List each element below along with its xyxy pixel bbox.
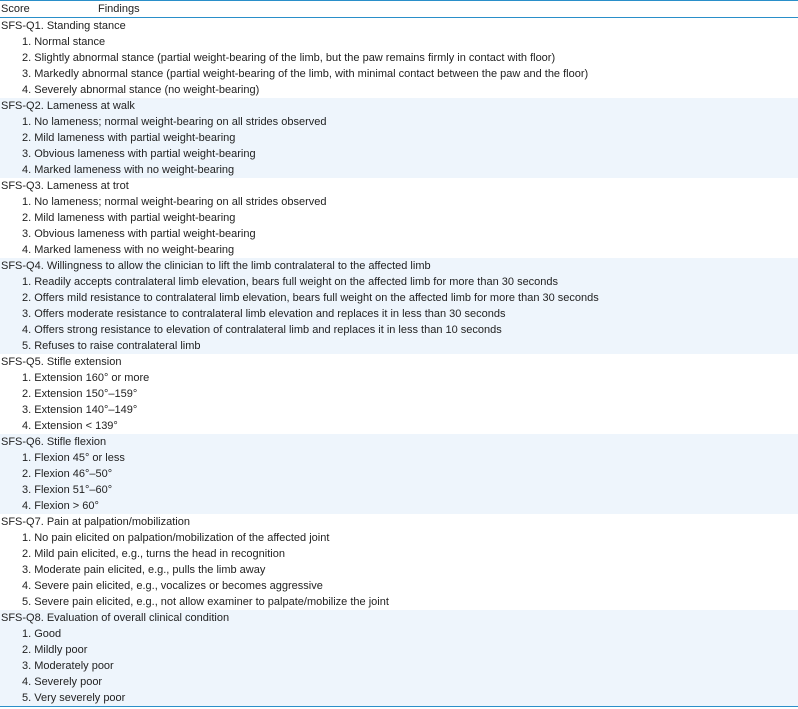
score-option: 4. Severely abnormal stance (no weight-bearing) — [22, 84, 260, 96]
score-option: 1. No lameness; normal weight-bearing on all strides observed — [22, 196, 327, 208]
score-option: 5. Severe pain elicited, e.g., not allow examiner to palpate/mobilize the joint — [22, 596, 389, 608]
question-group — [0, 18, 798, 98]
score-option: 3. Obvious lameness with partial weight-bearing — [22, 148, 256, 160]
question-group — [0, 610, 798, 706]
score-option: 4. Marked lameness with no weight-bearing — [22, 244, 235, 256]
question-title: SFS-Q2. Lameness at walk — [1, 100, 135, 112]
score-option: 2. Mild pain elicited, e.g., turns the head in recognition — [22, 548, 285, 560]
score-option: 1. Flexion 45° or less — [22, 452, 125, 464]
question-group — [0, 98, 798, 178]
question-title: SFS-Q7. Pain at palpation/mobilization — [1, 516, 190, 528]
question-group — [0, 514, 798, 610]
score-option: 2. Flexion 46°–50° — [22, 468, 113, 480]
score-option: 3. Extension 140°–149° — [22, 404, 138, 416]
score-option: 4. Severely poor — [22, 676, 103, 688]
score-option: 4. Flexion > 60° — [22, 500, 99, 512]
question-title: SFS-Q4. Willingness to allow the clinician to lift the limb contralateral to the affected limb — [1, 260, 431, 272]
score-option: 1. No lameness; normal weight-bearing on all strides observed — [22, 116, 327, 128]
score-option: 5. Refuses to raise contralateral limb — [22, 340, 201, 352]
question-group — [0, 178, 798, 258]
question-title: SFS-Q8. Evaluation of overall clinical condition — [1, 612, 230, 624]
score-option: 1. No pain elicited on palpation/mobilization of the affected joint — [22, 532, 330, 544]
score-option: 2. Mildly poor — [22, 644, 88, 656]
score-option: 1. Extension 160° or more — [22, 372, 150, 384]
score-option: 1. Good — [22, 628, 62, 640]
score-option: 3. Obvious lameness with partial weight-bearing — [22, 228, 256, 240]
score-option: 3. Offers moderate resistance to contralateral limb elevation and replaces it in less than 30 seconds — [22, 308, 506, 320]
score-option: 1. Readily accepts contralateral limb elevation, bears full weight on the affected limb for more than 30 seconds — [22, 276, 559, 288]
score-option: 1. Normal stance — [22, 36, 106, 48]
score-option: 2. Mild lameness with partial weight-bearing — [22, 212, 236, 224]
header-score: Score — [1, 3, 30, 15]
score-option: 2. Mild lameness with partial weight-bearing — [22, 132, 236, 144]
score-option: 5. Very severely poor — [22, 692, 126, 704]
question-title: SFS-Q1. Standing stance — [1, 20, 126, 32]
score-option: 4. Marked lameness with no weight-bearing — [22, 164, 235, 176]
score-option: 3. Moderately poor — [22, 660, 114, 672]
table-header — [0, 0, 798, 18]
score-option: 3. Flexion 51°–60° — [22, 484, 113, 496]
score-option: 4. Severe pain elicited, e.g., vocalizes or becomes aggressive — [22, 580, 323, 592]
question-title: SFS-Q5. Stifle extension — [1, 356, 122, 368]
table-bottom-rule — [0, 706, 798, 707]
header-findings: Findings — [98, 3, 140, 15]
score-option: 2. Extension 150°–159° — [22, 388, 138, 400]
question-group — [0, 354, 798, 434]
score-option: 2. Offers mild resistance to contralateral limb elevation, bears full weight on the affected limb for more than 30 seconds — [22, 292, 599, 304]
question-group — [0, 258, 798, 354]
question-title: SFS-Q3. Lameness at trot — [1, 180, 129, 192]
score-option: 3. Moderate pain elicited, e.g., pulls the limb away — [22, 564, 266, 576]
question-group — [0, 434, 798, 514]
table-body — [0, 18, 798, 706]
score-option: 2. Slightly abnormal stance (partial weight-bearing of the limb, but the paw remains firmly in contact with floor) — [22, 52, 556, 64]
score-option: 4. Offers strong resistance to elevation of contralateral limb and replaces it in less than 10 seconds — [22, 324, 502, 336]
score-option: 3. Markedly abnormal stance (partial weight-bearing of the limb, with minimal contact between the paw and the floor) — [22, 68, 589, 80]
score-option: 4. Extension < 139° — [22, 420, 118, 432]
question-title: SFS-Q6. Stifle flexion — [1, 436, 107, 448]
